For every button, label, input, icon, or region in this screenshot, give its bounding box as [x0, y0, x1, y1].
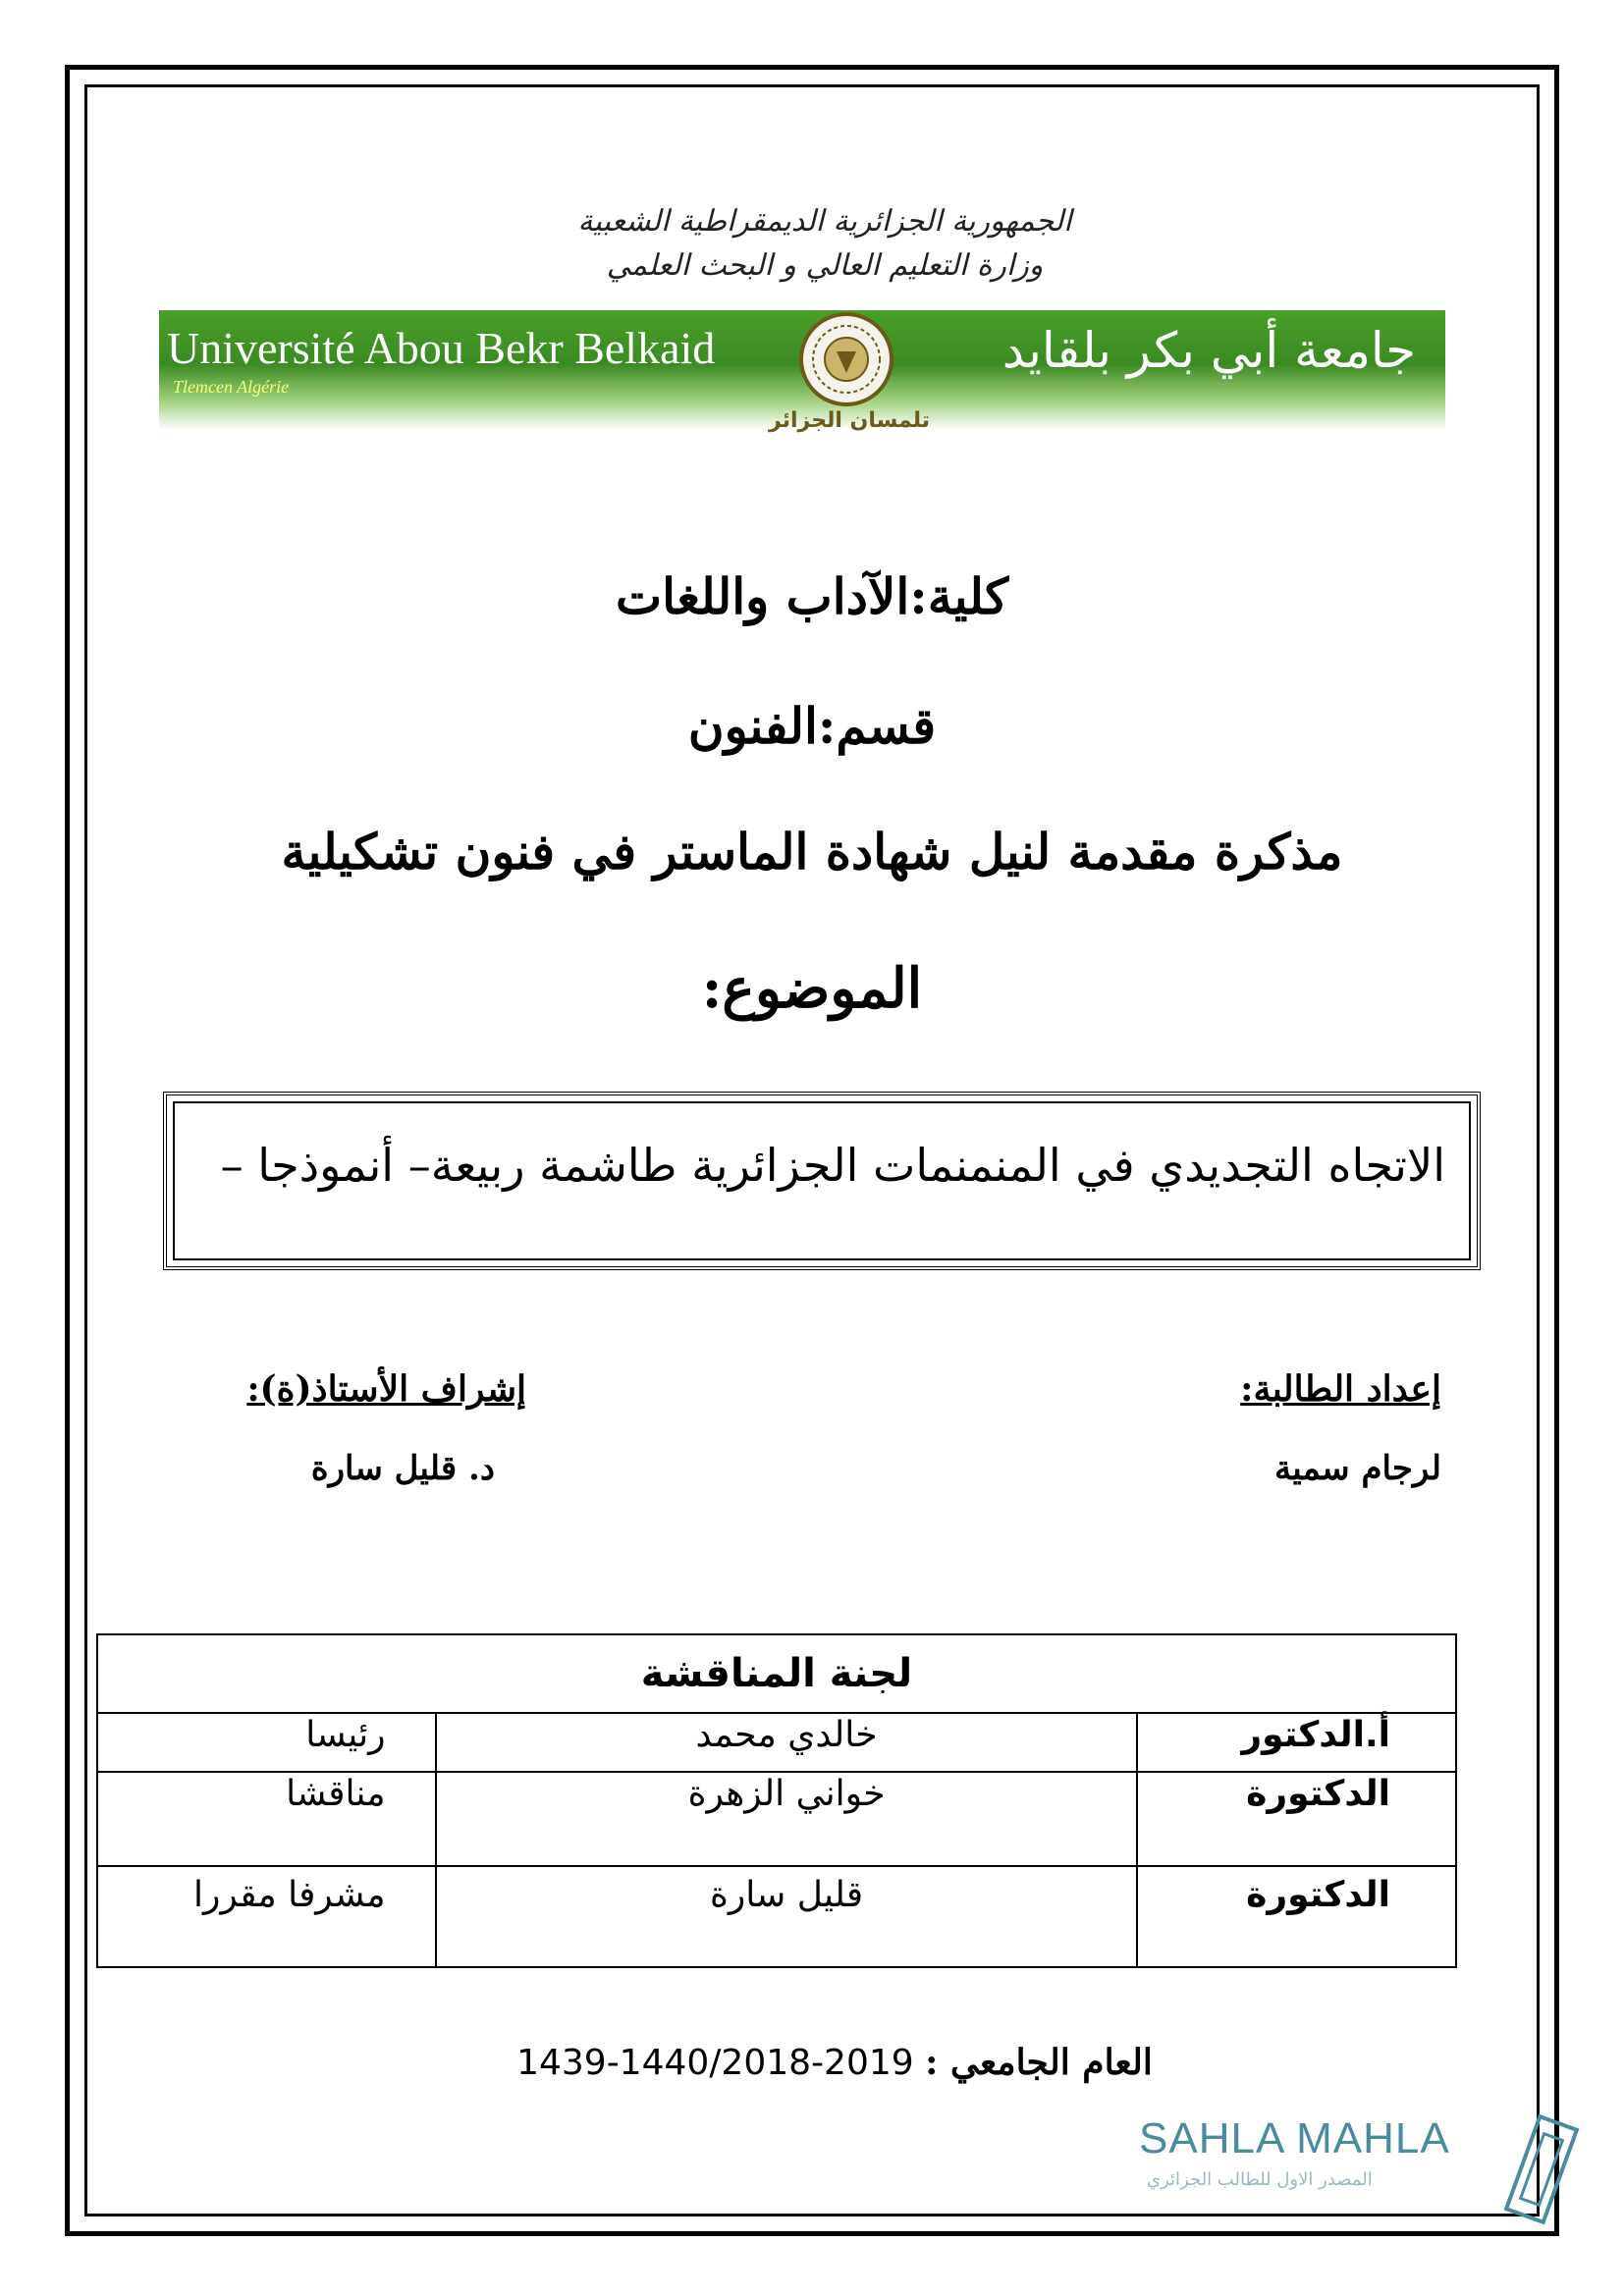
supervisor-name: د. قليل سارة: [310, 1449, 495, 1488]
republic-line: الجمهورية الجزائرية الديمقراطية الشعبية: [577, 204, 1072, 239]
member-name: خالدي محمد: [436, 1713, 1138, 1772]
thesis-description: مذكرة مقدمة لنيل شهادة الماستر في فنون تشكيلية: [281, 823, 1343, 881]
watermark-logo-icon: [1492, 2110, 1591, 2228]
member-role: مشرفا مقررا: [97, 1866, 436, 1967]
member-rank: أ.الدكتور: [1137, 1713, 1456, 1772]
table-row: [97, 1713, 1456, 1772]
watermark-tagline: المصدر الاول للطالب الجزائري: [1147, 2169, 1373, 2190]
watermark-brand: SAHLA MAHLA: [1139, 2114, 1450, 2163]
table-row: [97, 1866, 1456, 1967]
member-rank: الدكتورة: [1137, 1866, 1456, 1967]
academic-year: [481, 2042, 1188, 2083]
member-name: خواني الزهرة: [436, 1772, 1138, 1866]
university-city-fr: Tlemcen Algérie: [173, 377, 290, 397]
member-name: قليل سارة: [436, 1866, 1138, 1967]
subject-text: الاتجاه التجديدي في المنمنمات الجزائرية طاشمة ربيعة– أنموذجا –: [173, 1101, 1471, 1260]
university-name-fr: Université Abou Bekr Belkaid: [167, 323, 716, 373]
member-rank: الدكتورة: [1137, 1772, 1456, 1866]
committee-title: لجنة المناقشة: [97, 1634, 1456, 1713]
committee-table: [96, 1633, 1457, 1968]
prepared-by-label: إعداد الطالبة:: [1240, 1368, 1441, 1410]
department-title: قسم:الفنون: [687, 697, 937, 755]
student-name: لرجام سمية: [1273, 1449, 1441, 1488]
subject-box: [163, 1092, 1481, 1270]
ministry-line: وزارة التعليم العالي و البحث العلمي: [606, 248, 1044, 283]
academic-year-value: 1439-1440/2018-2019: [516, 2043, 914, 2083]
academic-year-label: العام الجامعي :: [925, 2042, 1153, 2083]
table-row: [97, 1772, 1456, 1866]
member-role: رئيسا: [97, 1713, 436, 1772]
official-header: [422, 204, 1227, 302]
subject-label: الموضوع:: [701, 956, 923, 1021]
university-city-ar: تلمسان الجزائر: [769, 408, 930, 433]
faculty-title: كلية:الآداب واللغات: [616, 567, 1008, 625]
member-role: مناقشا: [97, 1772, 436, 1866]
supervision-label: إشراف الأستاذ(ة):: [246, 1368, 526, 1410]
university-seal-icon: [797, 310, 895, 408]
university-name-ar: جامعة أبي بكر بلقايد: [1001, 322, 1416, 379]
